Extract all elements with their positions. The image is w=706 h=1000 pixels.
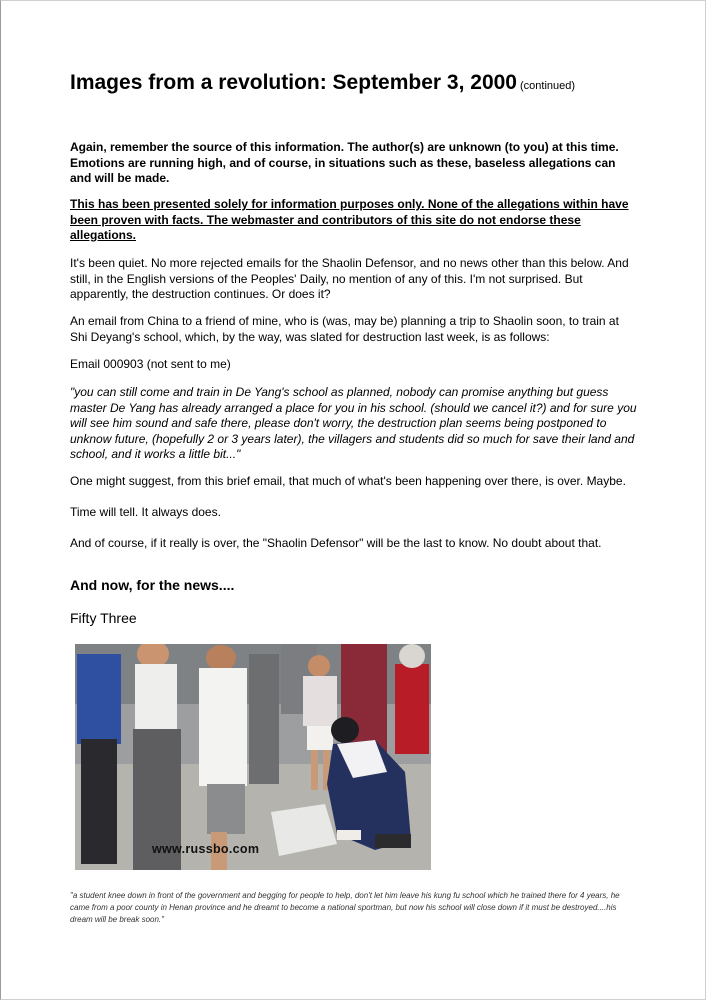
page-title-text: Images from a revolution: September 3, 2000 (70, 71, 517, 94)
intro-paragraph: It's been quiet. No more rejected emails for the Shaolin Defensor, and no news other than this below. And still, in the English versions of the Peoples' Daily, no mention of any of this. I'm not surprised. But apparently, the destruction continues. Or does it? (70, 256, 629, 301)
title-suffix: (continued) (520, 80, 576, 92)
photo-caption: "a student knee down in front of the government and begging for people to help, don't let him leave his kung fu school which he trained there for 4 years, he came from a poor county in Henan province and he dreamt to become a national sportman, but now his school will close down if it must be destroyed....his dream will be break soon." (70, 891, 620, 924)
photo-watermark: www.russbo.com (152, 842, 260, 856)
time-paragraph: Time will tell. It always does. (70, 505, 221, 519)
suggestion-paragraph: One might suggest, from this brief email, that much of what's been happening over there, is over. Maybe. (70, 474, 626, 488)
news-heading: And now, for the news.... (70, 577, 235, 593)
news-photo (75, 644, 431, 870)
photo-scene (75, 644, 431, 870)
page-title (70, 71, 575, 95)
email-quote: "you can still come and train in De Yang's school as planned, nobody can promise anything but guess master De Yang has already arranged a place for you in his school. (should we cancel it?) and for sure you will see him sound and safe there, please don't worry, the destruction plan seems being postponed to unknow future, (hopefully 2 or 3 years later), the villagers and students did so much for save their land and school, and it works a little bit..." (70, 385, 637, 461)
email-intro-paragraph: An email from China to a friend of mine, who is (was, may be) planning a trip to Shaolin soon, to train at Shi Deyang's school, which, by the way, was slated for destruction last week, is as follows: (70, 314, 619, 344)
closing-paragraph: And of course, if it really is over, the "Shaolin Defensor" will be the last to know. No doubt about that. (70, 536, 602, 550)
email-label: Email 000903 (not sent to me) (70, 357, 231, 371)
disclaimer-paragraph: This has been presented solely for information purposes only. None of the allegations within have been proven with facts. The webmaster and contributors of this site do not endorse these allegations. (70, 197, 629, 242)
warning-paragraph: Again, remember the source of this information. The author(s) are unknown (to you) at this time. Emotions are running high, and of course, in situations such as these, baseless allegations can and will be made. (70, 140, 619, 185)
news-item-title: Fifty Three (70, 610, 137, 626)
